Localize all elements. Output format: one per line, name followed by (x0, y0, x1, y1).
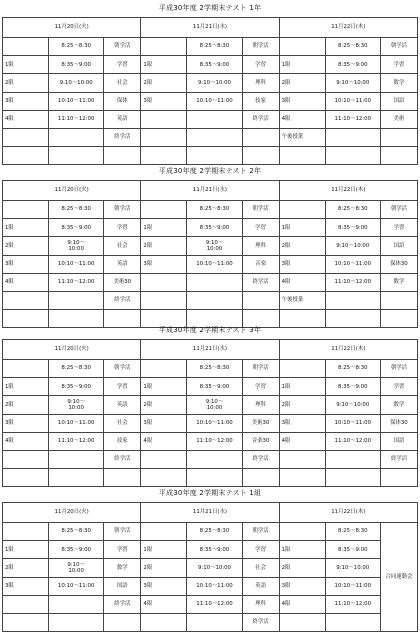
period-cell: 1限 (279, 219, 325, 237)
time-cell (325, 613, 380, 631)
time-cell: 8:25〜8:30 (325, 201, 380, 219)
subject-cell: 英語 (242, 577, 279, 595)
subject-cell: 終学活 (104, 291, 141, 309)
table-row (3, 432, 418, 450)
day-header: 11月20日(火) (3, 181, 141, 201)
subject-cell: 終学活 (242, 450, 279, 468)
period-cell: 2限 (279, 559, 325, 577)
subject-cell: 音楽 (242, 255, 279, 273)
period-cell (279, 523, 325, 541)
time-cell (187, 613, 242, 631)
block-title: 平成30年度 2学期末テスト 3年 (158, 326, 262, 334)
period-cell: 2限 (279, 74, 325, 92)
time-cell (49, 450, 104, 468)
time-cell: 10:10〜11:00 (49, 414, 104, 432)
time-cell: 8:35〜9:00 (187, 219, 242, 237)
subject-cell: 国語 (380, 92, 417, 110)
subject-cell (104, 613, 141, 631)
time-cell (325, 450, 380, 468)
merged-note-cell: 合同運動会 (380, 523, 417, 632)
period-cell: 2限 (141, 74, 187, 92)
table-row (3, 450, 418, 468)
table-row (3, 273, 418, 291)
period-cell: 3限 (141, 92, 187, 110)
time-cell: 10:10〜11:00 (187, 414, 242, 432)
time-cell: 11:10〜12:00 (49, 110, 104, 128)
period-cell: 2限 (279, 237, 325, 255)
table-row (3, 541, 418, 559)
period-cell: 4限 (3, 432, 49, 450)
time-cell: 8:25〜8:30 (325, 360, 380, 378)
period-cell: 1限 (279, 541, 325, 559)
subject-cell: 終学活 (242, 273, 279, 291)
subject-cell: 保体30 (380, 255, 417, 273)
day-header: 11月20日(火) (3, 340, 141, 360)
subject-cell: 数学 (104, 559, 141, 577)
period-cell: 3限 (141, 255, 187, 273)
block-title: 平成30年度 2学期末テスト 2年 (158, 167, 262, 175)
table-row (3, 74, 418, 92)
subject-cell (380, 128, 417, 146)
subject-cell: 学習 (104, 219, 141, 237)
period-cell: 4限 (279, 432, 325, 450)
period-cell: 3限 (279, 577, 325, 595)
time-cell: 8:35〜9:00 (325, 378, 380, 396)
period-cell: 2限 (141, 559, 187, 577)
period-cell: 1限 (141, 219, 187, 237)
table-row (3, 291, 418, 309)
subject-cell: 朝学活 (380, 360, 417, 378)
subject-cell: 学習 (242, 378, 279, 396)
subject-cell: 社会 (242, 559, 279, 577)
time-cell: 11:10〜12:00 (325, 273, 380, 291)
period-cell: 1限 (3, 56, 49, 74)
table-row (3, 559, 418, 577)
period-cell: 午後授業 (279, 291, 325, 309)
table-row (3, 56, 418, 74)
period-cell (141, 201, 187, 219)
period-cell: 3限 (3, 255, 49, 273)
table-row (3, 38, 418, 56)
time-cell: 10:10〜11:00 (325, 414, 380, 432)
period-cell: 3限 (3, 92, 49, 110)
period-cell: 2限 (141, 237, 187, 255)
subject-cell: 保体30 (380, 414, 417, 432)
time-cell: 8:25〜8:30 (49, 360, 104, 378)
subject-cell (242, 128, 279, 146)
period-cell: 1限 (279, 56, 325, 74)
subject-cell: 朝学活 (104, 523, 141, 541)
schedule-table (2, 502, 418, 632)
schedule-table (2, 339, 418, 487)
subject-cell: 英語 (104, 110, 141, 128)
time-cell: 9:10〜10:00 (325, 559, 380, 577)
time-cell: 8:25〜8:30 (49, 201, 104, 219)
time-cell (49, 128, 104, 146)
subject-cell: 美術30 (242, 414, 279, 432)
time-cell: 10:10〜11:00 (325, 255, 380, 273)
time-cell: 10:10〜11:00 (49, 255, 104, 273)
subject-cell: 数学 (380, 273, 417, 291)
table-row (3, 595, 418, 613)
subject-cell: 学習 (104, 541, 141, 559)
subject-cell: 朝学活 (104, 38, 141, 56)
time-cell (49, 291, 104, 309)
period-cell (3, 128, 49, 146)
period-cell (141, 523, 187, 541)
block-title: 平成30年度 2学期末テスト 1組 (158, 489, 262, 497)
day-header: 11月22日(木) (279, 503, 417, 523)
period-cell: 1限 (141, 541, 187, 559)
period-cell: 1限 (141, 56, 187, 74)
subject-cell: 朝学活 (242, 523, 279, 541)
time-cell: 8:35〜9:00 (325, 219, 380, 237)
subject-cell: 社会 (104, 414, 141, 432)
time-cell (325, 291, 380, 309)
period-cell: 2限 (3, 396, 49, 414)
time-cell: 11:10〜12:00 (187, 595, 242, 613)
period-cell (279, 201, 325, 219)
time-cell: 8:35〜9:00 (187, 56, 242, 74)
subject-cell: 朝学活 (380, 201, 417, 219)
time-cell (325, 128, 380, 146)
subject-cell: 学習 (104, 56, 141, 74)
period-cell: 4限 (141, 595, 187, 613)
subject-cell: 保体 (104, 92, 141, 110)
table-row (3, 237, 418, 255)
table-row (3, 396, 418, 414)
day-header: 11月21日(水) (141, 18, 279, 38)
period-cell (3, 291, 49, 309)
period-cell (279, 613, 325, 631)
subject-cell: 国語 (104, 577, 141, 595)
subject-cell: 終学活 (380, 450, 417, 468)
period-cell: 4限 (3, 273, 49, 291)
time-cell: 11:10〜12:00 (325, 110, 380, 128)
subject-cell: 国語 (380, 432, 417, 450)
subject-cell: 英語 (104, 255, 141, 273)
day-header: 11月22日(木) (279, 340, 417, 360)
subject-cell: 終学活 (242, 613, 279, 631)
period-cell: 4限 (279, 110, 325, 128)
time-cell: 9:10〜 10:00 (49, 396, 104, 414)
table-row (3, 360, 418, 378)
subject-cell: 技家 (242, 92, 279, 110)
time-cell: 11:10〜12:00 (325, 432, 380, 450)
subject-cell: 数学 (380, 396, 417, 414)
time-cell: 8:35〜9:00 (49, 219, 104, 237)
schedule-table (2, 180, 418, 328)
time-cell: 9:10〜10:00 (187, 559, 242, 577)
table-row (3, 577, 418, 595)
time-cell: 11:10〜12:00 (325, 595, 380, 613)
subject-cell (242, 291, 279, 309)
day-header: 11月21日(水) (141, 340, 279, 360)
period-cell: 2限 (3, 559, 49, 577)
time-cell: 10:10〜11:00 (187, 577, 242, 595)
period-cell (3, 523, 49, 541)
subject-cell: 理科 (242, 396, 279, 414)
table-row (3, 110, 418, 128)
table-row (3, 523, 418, 541)
subject-cell: 理科 (242, 74, 279, 92)
period-cell: 1限 (3, 219, 49, 237)
subject-cell: 国語 (380, 237, 417, 255)
time-cell (49, 613, 104, 631)
time-cell: 9:10〜10:00 (49, 74, 104, 92)
subject-cell: 美術30 (104, 273, 141, 291)
period-cell: 4限 (279, 595, 325, 613)
time-cell: 10:10〜11:00 (49, 92, 104, 110)
time-cell: 8:35〜9:00 (49, 378, 104, 396)
subject-cell: 学習 (380, 56, 417, 74)
subject-cell: 学習 (242, 541, 279, 559)
period-cell (141, 128, 187, 146)
time-cell: 10:10〜11:00 (325, 92, 380, 110)
time-cell (49, 595, 104, 613)
subject-cell: 学習 (380, 378, 417, 396)
period-cell (141, 613, 187, 631)
period-cell: 1限 (3, 541, 49, 559)
time-cell: 11:10〜12:00 (187, 432, 242, 450)
period-cell: 1限 (279, 378, 325, 396)
subject-cell: 理科 (242, 237, 279, 255)
time-cell: 9:10〜10:00 (187, 74, 242, 92)
time-cell: 11:10〜12:00 (49, 432, 104, 450)
period-cell: 3限 (279, 92, 325, 110)
subject-cell: 朝学活 (242, 360, 279, 378)
block-title: 平成30年度 2学期末テスト 1年 (158, 4, 262, 12)
subject-cell: 社会 (104, 74, 141, 92)
subject-cell: 終学活 (104, 128, 141, 146)
period-cell: 2限 (279, 396, 325, 414)
time-cell: 9:10〜 10:00 (49, 559, 104, 577)
subject-cell: 学習 (380, 219, 417, 237)
table-row (3, 219, 418, 237)
period-cell (279, 38, 325, 56)
period-cell (141, 110, 187, 128)
period-cell: 3限 (141, 414, 187, 432)
subject-cell: 朝学活 (242, 201, 279, 219)
subject-cell: 英語 (104, 396, 141, 414)
subject-cell: 朝学活 (380, 38, 417, 56)
period-cell (279, 450, 325, 468)
period-cell: 2限 (3, 74, 49, 92)
day-header: 11月21日(水) (141, 181, 279, 201)
period-cell: 3限 (279, 255, 325, 273)
period-cell (3, 360, 49, 378)
time-cell: 8:25〜8:30 (49, 38, 104, 56)
period-cell: 4限 (141, 432, 187, 450)
time-cell: 8:25〜8:30 (187, 38, 242, 56)
time-cell: 8:35〜9:00 (325, 541, 380, 559)
time-cell (187, 291, 242, 309)
subject-cell: 学習 (104, 378, 141, 396)
time-cell: 8:25〜8:30 (187, 201, 242, 219)
period-cell: 3限 (3, 414, 49, 432)
time-cell: 8:25〜8:30 (325, 523, 380, 541)
subject-cell: 朝学活 (104, 201, 141, 219)
time-cell: 8:35〜9:00 (49, 56, 104, 74)
time-cell: 8:35〜9:00 (187, 378, 242, 396)
subject-cell: 音楽30 (242, 432, 279, 450)
time-cell (187, 450, 242, 468)
period-cell: 午後授業 (279, 128, 325, 146)
subject-cell: 美術 (380, 110, 417, 128)
period-cell (3, 450, 49, 468)
time-cell: 9:10〜 10:00 (187, 237, 242, 255)
period-cell (3, 595, 49, 613)
period-cell: 1限 (141, 378, 187, 396)
time-cell: 8:35〜9:00 (187, 541, 242, 559)
subject-cell (380, 291, 417, 309)
period-cell: 1限 (3, 378, 49, 396)
time-cell: 9:10〜10:00 (325, 237, 380, 255)
period-cell (3, 201, 49, 219)
period-cell (3, 38, 49, 56)
time-cell (187, 273, 242, 291)
subject-cell: 終学活 (104, 450, 141, 468)
day-header: 11月21日(水) (141, 503, 279, 523)
table-row (3, 414, 418, 432)
period-cell: 2限 (141, 396, 187, 414)
day-header: 11月20日(火) (3, 503, 141, 523)
period-cell (3, 613, 49, 631)
subject-cell: 技家 (104, 432, 141, 450)
subject-cell: 朝学活 (242, 38, 279, 56)
time-cell: 9:10〜 10:00 (187, 396, 242, 414)
subject-cell: 終学活 (242, 110, 279, 128)
period-cell (141, 360, 187, 378)
table-row (3, 92, 418, 110)
time-cell: 8:25〜8:30 (49, 523, 104, 541)
time-cell: 9:10〜10:00 (325, 74, 380, 92)
time-cell: 8:35〜9:00 (49, 541, 104, 559)
period-cell (279, 360, 325, 378)
period-cell: 3限 (279, 414, 325, 432)
table-row (3, 128, 418, 146)
period-cell: 3限 (3, 577, 49, 595)
subject-cell: 朝学活 (104, 360, 141, 378)
subject-cell: 数学 (380, 74, 417, 92)
day-header: 11月20日(火) (3, 18, 141, 38)
time-cell: 8:35〜9:00 (325, 56, 380, 74)
table-row (3, 613, 418, 631)
period-cell (141, 291, 187, 309)
subject-cell: 終学活 (104, 595, 141, 613)
schedule-table (2, 17, 418, 165)
period-cell (141, 273, 187, 291)
day-header: 11月22日(木) (279, 181, 417, 201)
table-row (3, 378, 418, 396)
time-cell: 11:10〜12:00 (49, 273, 104, 291)
time-cell: 10:10〜11:00 (49, 577, 104, 595)
time-cell: 8:25〜8:30 (325, 38, 380, 56)
period-cell (141, 450, 187, 468)
period-cell: 4限 (279, 273, 325, 291)
time-cell: 8:25〜8:30 (187, 523, 242, 541)
period-cell: 4限 (3, 110, 49, 128)
time-cell: 10:10〜11:00 (187, 255, 242, 273)
time-cell: 10:10〜11:00 (325, 577, 380, 595)
subject-cell: 学習 (242, 56, 279, 74)
time-cell: 8:25〜8:30 (187, 360, 242, 378)
time-cell: 10:10〜11:00 (187, 92, 242, 110)
time-cell (187, 128, 242, 146)
period-cell: 2限 (3, 237, 49, 255)
time-cell: 9:10〜10:00 (325, 396, 380, 414)
time-cell (187, 110, 242, 128)
table-row (3, 201, 418, 219)
subject-cell: 学習 (242, 219, 279, 237)
time-cell: 9:10〜 10:00 (49, 237, 104, 255)
day-header: 11月22日(木) (279, 18, 417, 38)
subject-cell: 理科 (242, 595, 279, 613)
period-cell: 3限 (141, 577, 187, 595)
subject-cell: 社会 (104, 237, 141, 255)
table-row (3, 255, 418, 273)
period-cell (141, 38, 187, 56)
